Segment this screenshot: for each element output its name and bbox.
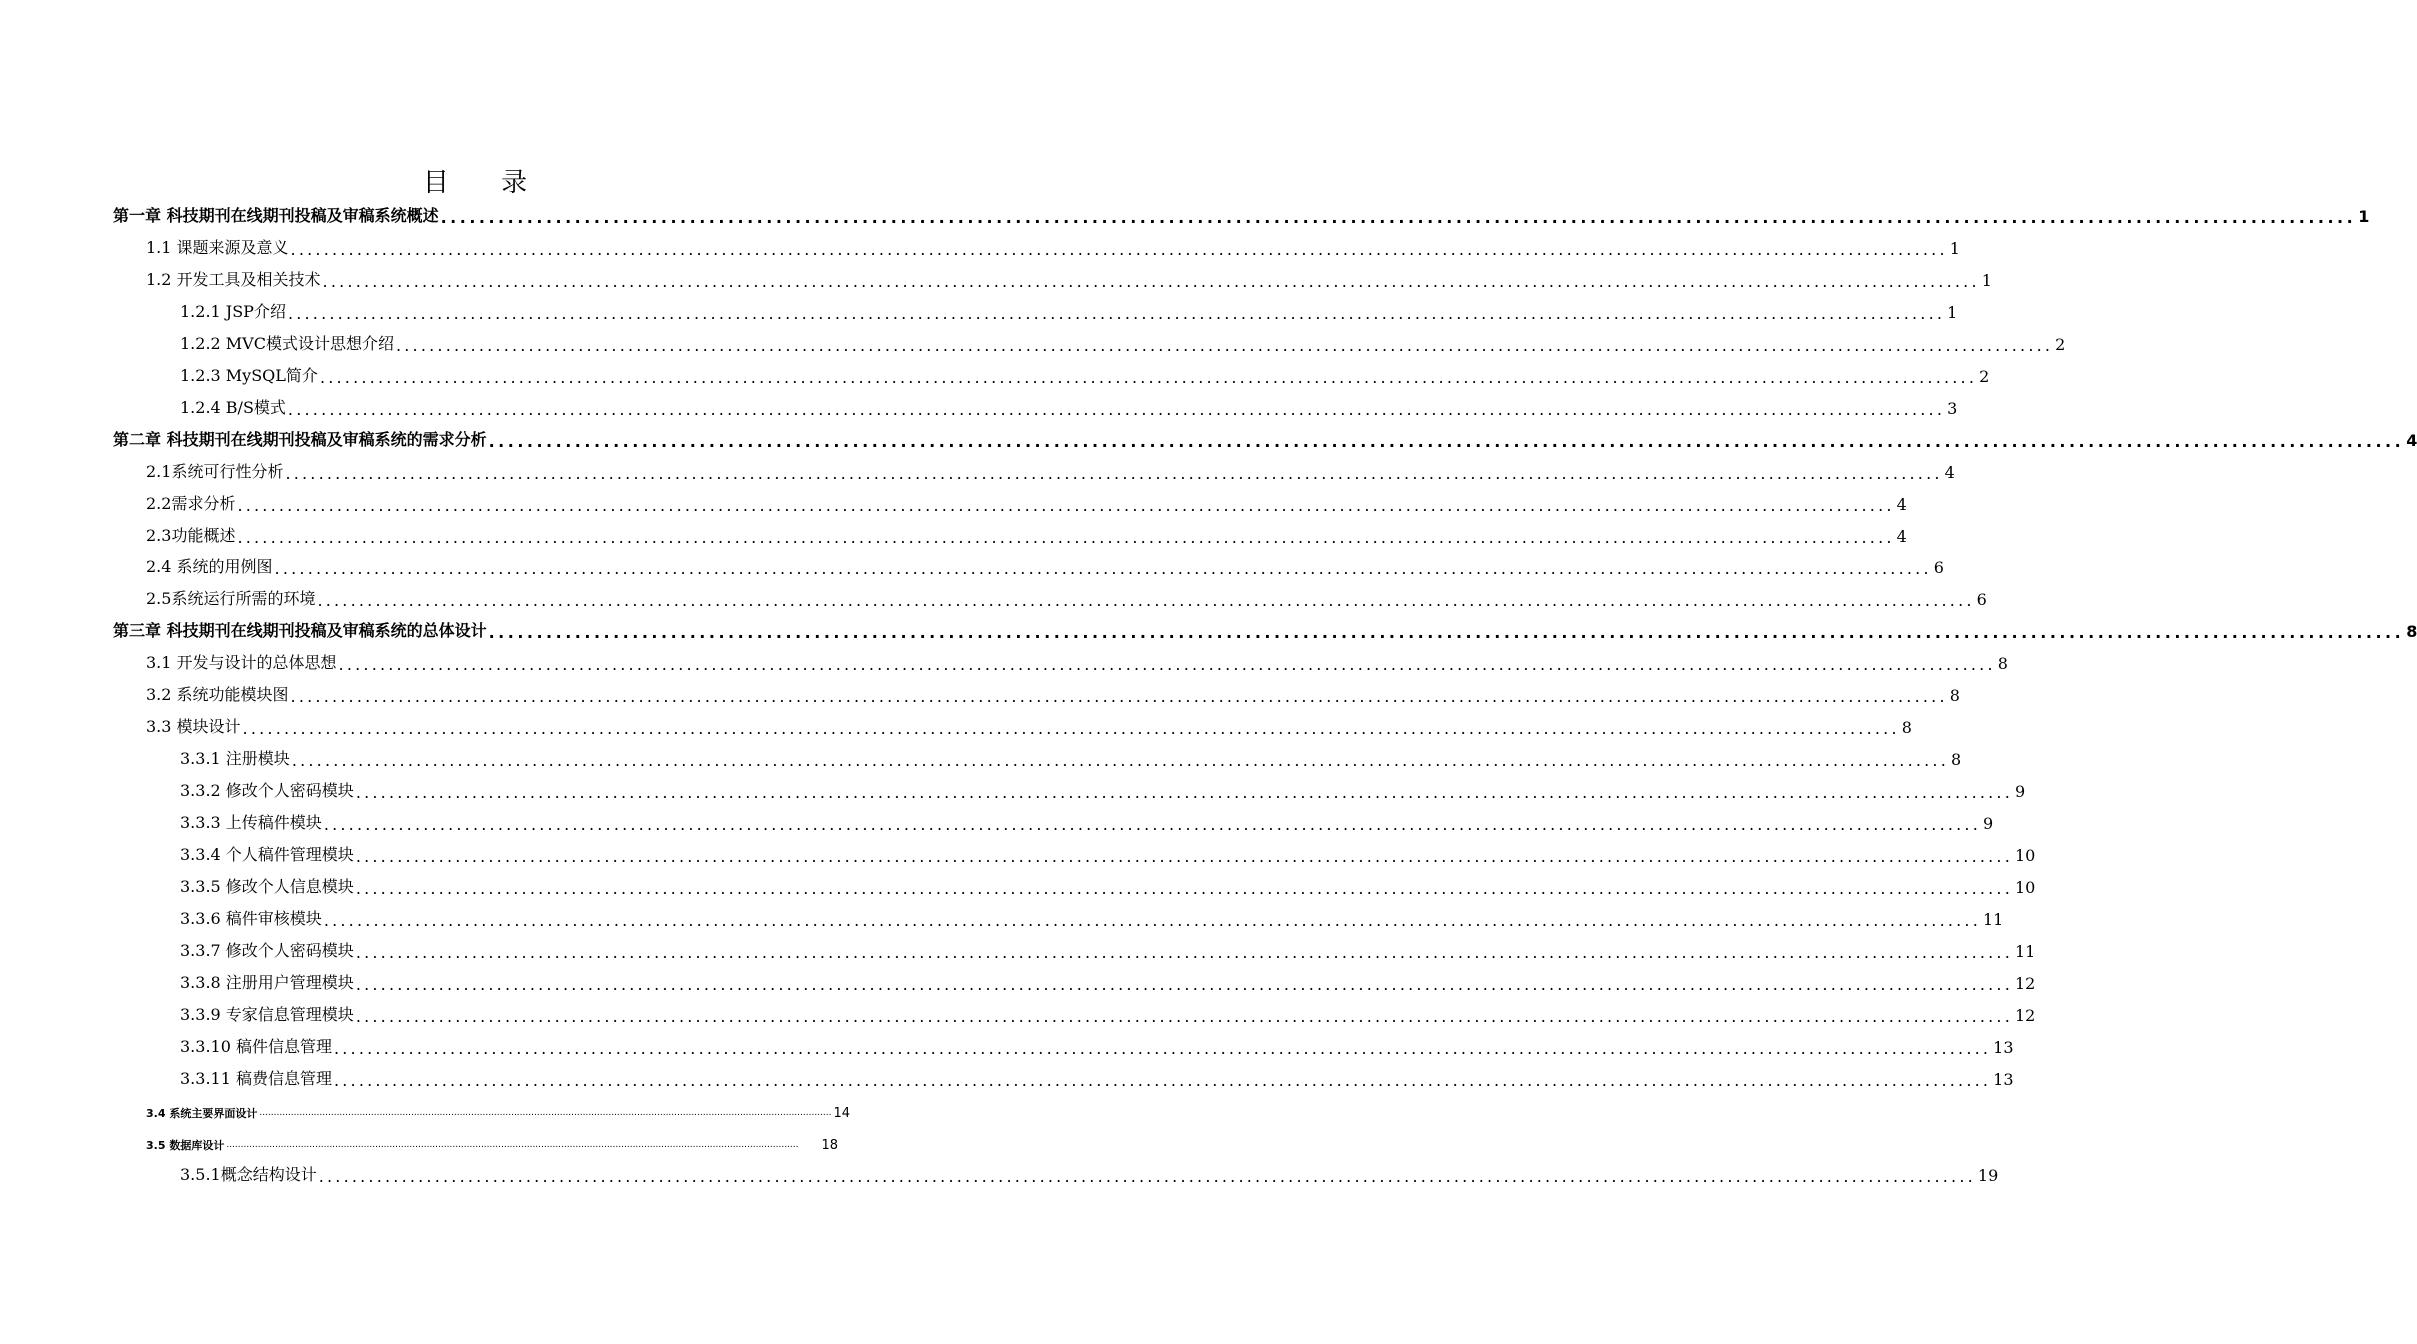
toc-entry[interactable] xyxy=(180,1065,2014,1090)
toc-entry-page: 8 xyxy=(1951,750,1962,770)
toc-entry[interactable] xyxy=(146,1097,851,1121)
toc-entry-title: 3.3.7 修改个人密码模块 xyxy=(180,940,354,960)
toc-entry-page: 11 xyxy=(1983,909,2004,929)
toc-entry[interactable] xyxy=(180,937,2036,962)
toc-entry-page: 6 xyxy=(1976,590,1987,610)
toc-entry-page: 13 xyxy=(1993,1037,2014,1057)
toc-entry-page: 8 xyxy=(1901,718,1912,738)
toc-entry-title: 3.3.10 稿件信息管理 xyxy=(180,1036,332,1056)
toc-entry-title: 第一章 科技期刊在线期刊投稿及审稿系统概述 xyxy=(113,206,439,225)
toc-entry-page: 8 xyxy=(2406,622,2417,642)
toc-entry-page: 4 xyxy=(1896,526,1907,546)
toc-entry-page: 13 xyxy=(1993,1069,2014,1089)
toc-entry-page: 12 xyxy=(2015,1005,2036,1025)
toc-entry-page: 18 xyxy=(821,1137,838,1153)
toc-entry-page: 11 xyxy=(2015,941,2036,961)
dot-leader: ........................................................................................................................................................................................................ xyxy=(237,527,1895,547)
toc-entry-page: 9 xyxy=(1983,814,1994,834)
toc-entry[interactable] xyxy=(146,522,1907,547)
toc-entry-page: 9 xyxy=(2015,782,2026,802)
toc-entry-page: 4 xyxy=(1944,462,1955,482)
toc-entry-title: 第二章 科技期刊在线期刊投稿及审稿系统的需求分析 xyxy=(113,429,487,449)
toc-entry-page: 1 xyxy=(1981,270,1992,290)
toc-entry[interactable] xyxy=(146,649,2008,675)
toc-entry-title: 1.2 开发工具及相关技术 xyxy=(146,269,321,289)
toc-entry[interactable] xyxy=(146,458,1955,483)
toc-entry[interactable] xyxy=(113,202,2370,227)
toc-entry[interactable] xyxy=(113,617,2417,643)
dot-leader: ........................................................................................................................................................................................................ xyxy=(290,239,1948,259)
dot-leader: ........................................................................................................................................................................................................ xyxy=(355,783,2013,803)
toc-entry-page: 3 xyxy=(1947,398,1958,418)
dot-leader: ........................................................................................................................................................................................................ xyxy=(319,367,1978,387)
toc-entry-title: 3.3.3 上传稿件模块 xyxy=(180,813,322,833)
toc-entry[interactable] xyxy=(180,1161,1999,1186)
toc-entry-page: 8 xyxy=(1997,654,2008,674)
toc-entry[interactable] xyxy=(146,713,1912,739)
dot-leader: ........................................................................................................................................................................................................ xyxy=(237,495,1895,515)
toc-entry-title: 2.2需求分析 xyxy=(146,493,236,513)
toc-entry-page: 10 xyxy=(2015,877,2036,897)
dot-leader: ........................................................................................................................................................................................................ xyxy=(287,399,1946,419)
toc-entry-title: 1.2.1 JSP介绍 xyxy=(180,301,286,321)
toc-entry-page: 2 xyxy=(1979,366,1990,386)
toc-entry-title: 2.4 系统的用例图 xyxy=(146,557,273,577)
toc-entry-page: 2 xyxy=(2055,334,2066,354)
toc-entry[interactable] xyxy=(146,234,1960,259)
toc-entry[interactable] xyxy=(180,809,1994,835)
toc-entry[interactable] xyxy=(113,426,2417,451)
dot-leader: ........................................................................................................................................................................................................ xyxy=(274,559,1932,579)
toc-entry-title: 3.3.5 修改个人信息模块 xyxy=(180,876,354,896)
dot-leader: ........................................................................................................................................................................................................ xyxy=(338,655,1996,675)
toc-entry[interactable] xyxy=(180,298,1958,323)
dot-leader: ........................................................................................................................................................................................................ xyxy=(226,1139,799,1150)
toc-entry-page: 10 xyxy=(2015,846,2036,865)
dot-leader: ........................................................................................................................................................................................................ xyxy=(323,815,1981,835)
dot-leader: ........................................................................................................................................................................................................ xyxy=(355,942,2013,962)
toc-entry-page: 1 xyxy=(1947,302,1958,322)
toc-entry[interactable] xyxy=(146,266,1992,291)
toc-entry-page: 12 xyxy=(2015,973,2036,993)
toc-entry-title: 第三章 科技期刊在线期刊投稿及审稿系统的总体设计 xyxy=(113,621,487,641)
toc-entry-page: 8 xyxy=(1949,686,1960,706)
toc-entry[interactable] xyxy=(146,585,1987,611)
toc-entry-page: 6 xyxy=(1933,558,1944,578)
toc-entry-title: 1.1 课题来源及意义 xyxy=(146,237,289,257)
dot-leader: ........................................................................................................................................................................................................ xyxy=(242,719,1900,739)
toc-entry[interactable] xyxy=(180,1001,2036,1026)
dot-leader: ........................................................................................................................................................................................................ xyxy=(333,1038,1992,1058)
toc-entry-title: 3.3.6 稿件审核模块 xyxy=(180,908,322,928)
dot-leader: ........................................................................................................................................................................................................ xyxy=(323,910,1981,930)
dot-leader: ........................................................................................................................................................................................................ xyxy=(322,271,1980,291)
toc-entry-title: 3.3.8 注册用户管理模块 xyxy=(180,972,354,992)
toc-entry[interactable] xyxy=(146,490,1907,515)
toc-entry[interactable] xyxy=(146,1129,838,1153)
toc-entry[interactable] xyxy=(180,873,2036,898)
toc-entry-page: 1 xyxy=(1949,238,1960,258)
toc-entry-title: 1.2.4 B/S模式 xyxy=(180,397,286,417)
toc-entry[interactable] xyxy=(180,362,1990,387)
toc-entry-title: 3.5.1概念结构设计 xyxy=(180,1164,317,1184)
dot-leader: ........................................................................................................................................................................................................ xyxy=(317,591,1975,611)
toc-entry[interactable] xyxy=(180,841,2036,866)
toc-entry-page: 4 xyxy=(1896,494,1907,514)
toc-entry-title: 3.5 数据库设计 xyxy=(146,1138,225,1152)
dot-leader: ........................................................................................................................................................................................................ xyxy=(355,878,2013,898)
dot-leader: ........................................................................................................................................................................................................ xyxy=(259,1107,832,1118)
toc-entry-page: 14 xyxy=(833,1105,851,1121)
dot-leader: ........................................................................................................................................................................................................ xyxy=(287,303,1946,323)
dot-leader: ........................................................................................................................................................................................................ xyxy=(318,1166,1976,1186)
dot-leader: ........................................................................................................................................................................................................ xyxy=(291,751,1949,771)
toc-entry[interactable] xyxy=(146,553,1944,579)
toc-entry[interactable] xyxy=(180,330,2066,355)
toc-entry-title: 3.3.4 个人稿件管理模块 xyxy=(180,845,354,864)
toc-entry-title: 2.3功能概述 xyxy=(146,525,236,545)
dot-leader: ........................................................................................................................................................................................................ xyxy=(355,847,2013,866)
dot-leader: ........................................................................................................................................................................................................ xyxy=(440,208,2357,227)
dot-leader: ........................................................................................................................................................................................................ xyxy=(290,687,1948,707)
dot-leader: ........................................................................................................................................................................................................ xyxy=(355,974,2013,994)
dot-leader: ........................................................................................................................................................................................................ xyxy=(285,463,1943,483)
toc-entry-title: 3.3.2 修改个人密码模块 xyxy=(180,781,354,801)
toc-entry-title: 3.4 系统主要界面设计 xyxy=(146,1106,258,1120)
toc-entry-page: 19 xyxy=(1977,1165,1999,1185)
toc-entry-title: 3.3 模块设计 xyxy=(146,717,241,737)
toc-entry-title: 3.3.1 注册模块 xyxy=(180,749,290,769)
toc-entry-title: 1.2.3 MySQL简介 xyxy=(180,365,318,385)
toc-entry-page: 1 xyxy=(2358,207,2370,226)
toc-title: 目 录 xyxy=(422,168,550,198)
dot-leader: ........................................................................................................................................................................................................ xyxy=(395,335,2054,355)
toc-entry-title: 3.3.9 专家信息管理模块 xyxy=(180,1004,354,1024)
dot-leader: ........................................................................................................................................................................................................ xyxy=(488,623,2405,643)
toc-entry[interactable] xyxy=(180,1033,2014,1058)
toc-entry[interactable] xyxy=(180,745,1962,771)
dot-leader: ........................................................................................................................................................................................................ xyxy=(355,1006,2013,1026)
toc-entry[interactable] xyxy=(180,969,2036,994)
toc-entry-title: 3.2 系统功能模块图 xyxy=(146,685,289,705)
toc-entry-title: 3.1 开发与设计的总体思想 xyxy=(146,653,337,673)
dot-leader: ........................................................................................................................................................................................................ xyxy=(488,431,2405,451)
toc-entry-title: 2.1系统可行性分析 xyxy=(146,461,284,481)
toc-entry[interactable] xyxy=(180,394,1958,419)
toc-entry-title: 1.2.2 MVC模式设计思想介绍 xyxy=(180,333,394,353)
toc-entry[interactable] xyxy=(180,905,2004,930)
dot-leader: ........................................................................................................................................................................................................ xyxy=(333,1070,1992,1090)
toc-entry-title: 2.5系统运行所需的环境 xyxy=(146,589,316,609)
toc-entry[interactable] xyxy=(180,777,2026,803)
toc-entry[interactable] xyxy=(146,681,1960,707)
toc-entry-title: 3.3.11 稿费信息管理 xyxy=(180,1068,332,1088)
toc-entry-page: 4 xyxy=(2406,430,2417,450)
